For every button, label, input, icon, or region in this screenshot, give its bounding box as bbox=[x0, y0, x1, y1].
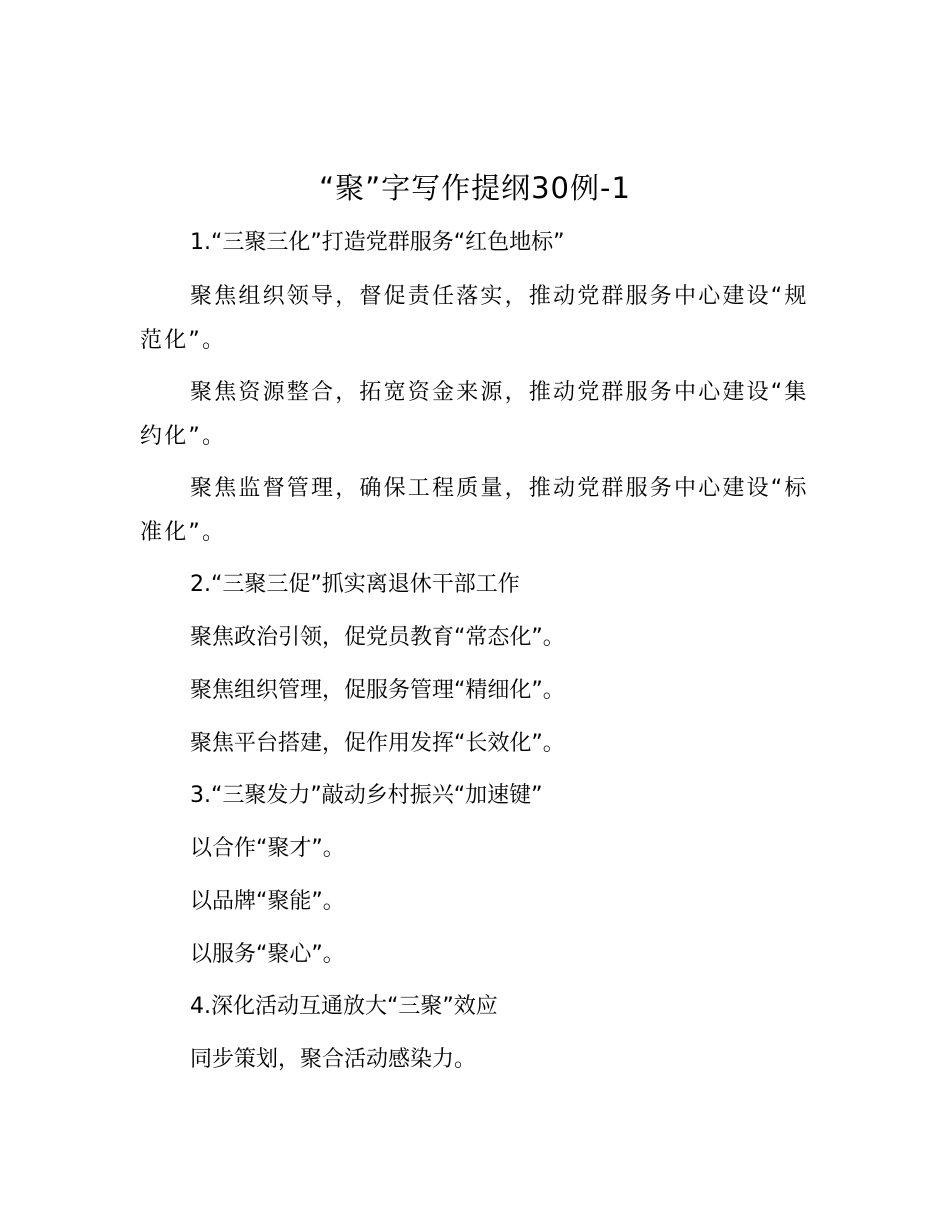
section-heading-1: 1.“三聚三化”打造党群服务“红色地标” bbox=[190, 230, 565, 255]
list-line: 以合作“聚才”。 bbox=[190, 836, 345, 861]
section-heading-2: 2.“三聚三促”抓实离退休干部工作 bbox=[190, 572, 520, 597]
section-heading-4: 4.深化活动互通放大“三聚”效应 bbox=[190, 994, 498, 1019]
document-title: “聚”字写作提纲30例-1 bbox=[319, 171, 631, 205]
list-line: 聚焦平台搭建，促作用发挥“长效化”。 bbox=[190, 731, 565, 756]
section-heading-3: 3.“三聚发力”敲动乡村振兴“加速键” bbox=[190, 783, 543, 808]
list-line: 以品牌“聚能”。 bbox=[190, 889, 345, 914]
list-line: 以服务“聚心”。 bbox=[190, 942, 345, 967]
paragraph: 聚焦监督管理，确保工程质量，推动党群服务中心建设“标准化”。 bbox=[140, 476, 809, 545]
list-line: 聚焦政治引领，促党员教育“常态化”。 bbox=[190, 625, 565, 650]
paragraph: 聚焦资源整合，拓宽资金来源，推动党群服务中心建设“集约化”。 bbox=[140, 380, 809, 449]
paragraph: 聚焦组织领导，督促责任落实，推动党群服务中心建设“规范化”。 bbox=[140, 284, 809, 353]
list-line: 聚焦组织管理，促服务管理“精细化”。 bbox=[190, 678, 565, 703]
list-line: 同步策划，聚合活动感染力。 bbox=[190, 1047, 477, 1072]
